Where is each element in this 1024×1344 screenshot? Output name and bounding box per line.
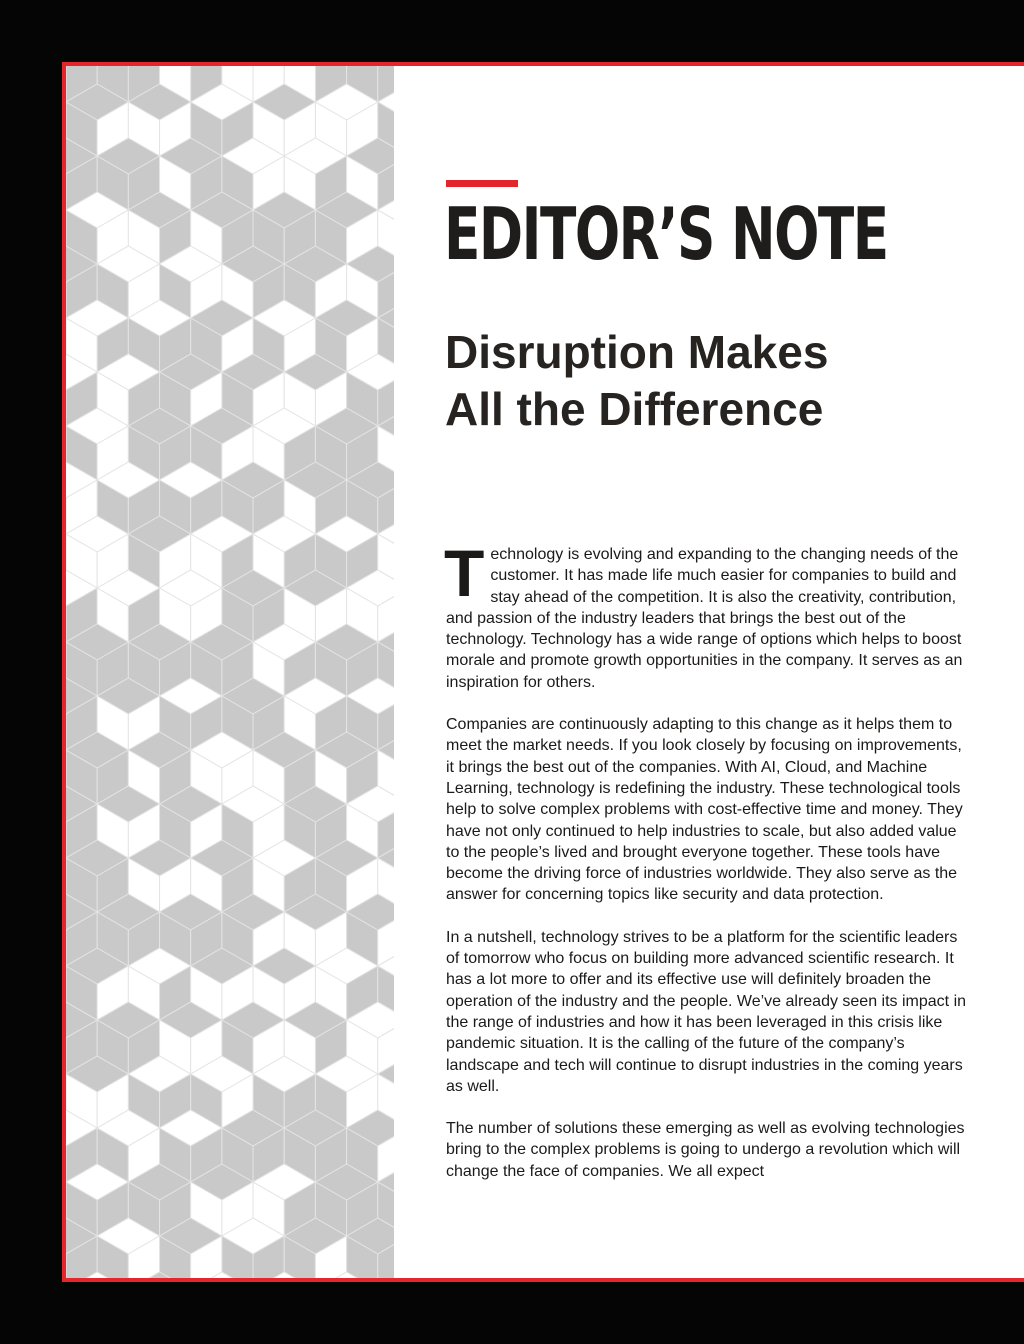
headline-line-2: All the Difference <box>445 383 824 435</box>
paragraph-1-text: echnology is evolving and expanding to the changing needs of the customer. It has made life much easier for companies to build and stay ahead of the competition. It is also the creativity, contribution, and passion of the industry leaders that brings the best out of the technology. Technology has a wide range of options which helps to boost morale and promote growth opportunities in the company. It serves as an inspiration for others. <box>446 546 963 691</box>
drop-cap: T <box>444 536 485 610</box>
section-title: EDITOR’S NOTE <box>444 192 888 276</box>
paragraph-1 <box>444 536 968 693</box>
magazine-page <box>62 62 1024 1282</box>
headline-line-1: Disruption Makes <box>445 326 829 378</box>
paragraph-2: Companies are continuously adapting to this change as it helps them to meet the market needs. If you look closely by focusing on improvements, it brings the best out of the companies. With AI, Cloud, and Machine Learning, technology is redefining the industry. These technological tools help to solve complex problems with cost-effective time and money. They have not only continued to help industries to scale, but also added value to the people’s lived and brought everyone together. These tools have become the driving force of industries worldwide. They also serve as the answer for concerning topics like security and data protection. <box>446 716 963 904</box>
article-headline <box>445 324 965 438</box>
paragraph-4: The number of solutions these emerging as well as evolving technologies bring to the complex problems is going to undergo a revolution which will change the face of companies. We all expect <box>446 1120 965 1180</box>
red-accent-bar <box>446 180 518 187</box>
article-body <box>444 536 968 1203</box>
geometric-cube-pattern <box>66 66 394 1278</box>
paragraph-3: In a nutshell, technology strives to be a platform for the scientific leaders of tomorrow who focus on building more advanced scientific research. It has a lot more to offer and its effective use will definitely broaden the operation of the industry and the people. We’ve already seen its impact in the range of industries and how it has been leveraged in this crisis like pandemic situation. It is the calling of the future of the company’s landscape and tech will continue to disrupt industries in the coming years as well. <box>446 928 967 1095</box>
